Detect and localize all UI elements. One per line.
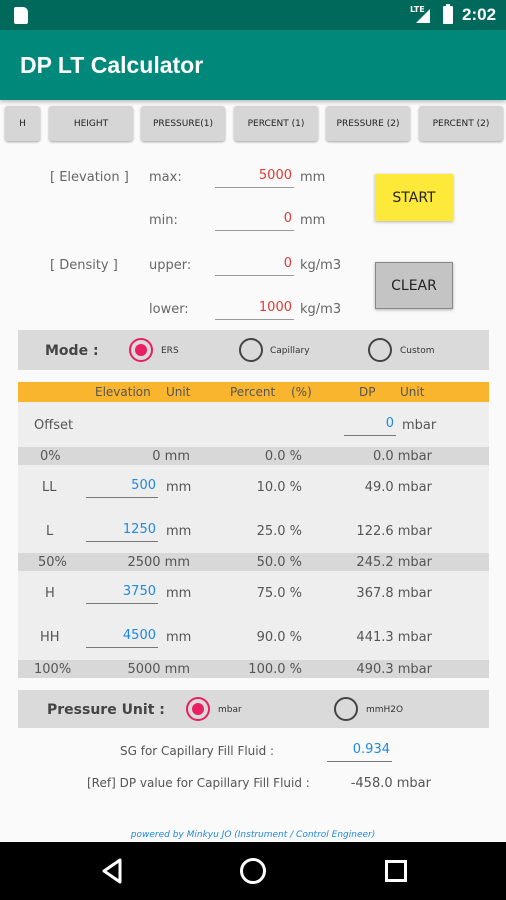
offset-unit: mbar (402, 418, 437, 433)
row-hh-percent: 90.0 % (256, 630, 302, 645)
row-50-percent: 50.0 % (256, 555, 302, 570)
ll-elevation-input[interactable]: 500 (86, 476, 158, 498)
min-elevation-input[interactable]: 0 (215, 209, 294, 231)
header-elevation: Elevation (95, 385, 151, 399)
unit-mmh2o-radio[interactable] (334, 697, 358, 721)
max-elevation-input[interactable]: 5000 (215, 166, 294, 188)
upper-unit: kg/m3 (300, 258, 342, 273)
tab-h[interactable]: H (5, 106, 40, 141)
tab-percent-1[interactable]: PERCENT (1) (234, 106, 318, 141)
network-type: LTE (410, 5, 425, 14)
back-icon[interactable] (100, 858, 124, 884)
row-100-elevation: 5000 mm (127, 662, 190, 677)
status-bar (0, 0, 506, 30)
start-button[interactable]: START (375, 174, 453, 221)
row-l-label: L (46, 524, 54, 539)
row-h-unit: mm (166, 586, 192, 601)
row-50-elevation: 2500 mm (127, 555, 190, 570)
density-section-label: [ Density ] (50, 258, 118, 273)
mode-capillary-radio[interactable] (239, 338, 263, 362)
unit-mbar-label[interactable]: mbar (218, 705, 242, 715)
mode-label: Mode : (45, 343, 99, 359)
row-l-dp: 122.6 mbar (356, 524, 432, 539)
pressure-unit-label: Pressure Unit : (47, 702, 165, 718)
upper-label: upper: (149, 258, 192, 273)
hh-elevation-input[interactable]: 4500 (86, 626, 158, 648)
row-0-elevation: 0 mm (152, 449, 190, 464)
header-unit-1: Unit (166, 385, 191, 399)
ref-dp-label: [Ref] DP value for Capillary Fill Fluid : (87, 776, 310, 790)
signal-icon (416, 9, 430, 23)
mode-capillary-label[interactable]: Capillary (270, 346, 310, 356)
row-ll-unit: mm (166, 480, 192, 495)
row-100-label: 100% (34, 662, 72, 677)
powered-by-link[interactable]: powered by Minkyu JO (Instrument / Control Engineer) (130, 830, 376, 840)
row-100-dp: 490.3 mbar (356, 662, 432, 677)
home-icon[interactable] (240, 858, 266, 884)
row-0-dp: 0.0 mbar (372, 449, 432, 464)
tab-pressure-2[interactable]: PRESSURE (2) (326, 106, 410, 141)
mode-selector (18, 330, 489, 370)
row-50-label: 50% (38, 555, 67, 570)
sg-input[interactable]: 0.934 (327, 740, 392, 762)
mode-ers-label[interactable]: ERS (161, 346, 179, 356)
app-bar (0, 30, 506, 100)
unit-mbar-radio[interactable] (186, 697, 210, 721)
mode-ers-radio[interactable] (129, 338, 153, 362)
sd-card-icon (14, 7, 28, 24)
row-hh-dp: 441.3 mbar (356, 630, 432, 645)
row-50-dp: 245.2 mbar (356, 555, 432, 570)
row-ll-dp: 49.0 mbar (364, 480, 432, 495)
elevation-section-label: [ Elevation ] (50, 170, 129, 185)
sg-label: SG for Capillary Fill Fluid : (120, 744, 275, 758)
max-unit: mm (300, 170, 326, 185)
tab-pressure-1[interactable]: PRESSURE(1) (141, 106, 225, 141)
min-label: min: (149, 213, 178, 228)
row-ll-label: LL (42, 480, 57, 495)
header-percent: Percent (230, 385, 276, 399)
h-elevation-input[interactable]: 3750 (86, 582, 158, 604)
row-hh-label: HH (40, 630, 60, 645)
clock: 2:02 (462, 5, 497, 24)
recent-apps-icon[interactable] (385, 860, 407, 882)
row-l-percent: 25.0 % (256, 524, 302, 539)
row-h-label: H (45, 586, 55, 601)
row-0-percent: 0.0 % (264, 449, 302, 464)
row-l-unit: mm (166, 524, 192, 539)
navigation-bar (0, 842, 506, 900)
row-hh-unit: mm (166, 630, 192, 645)
header-percent-unit: (%) (291, 385, 312, 399)
header-unit-2: Unit (400, 385, 425, 399)
row-0-label: 0% (40, 449, 61, 464)
unit-mmh2o-label[interactable]: mmH2O (366, 705, 404, 715)
offset-label: Offset (34, 418, 74, 433)
app-title: DP LT Calculator (20, 52, 204, 78)
header-dp: DP (359, 385, 376, 399)
lower-label: lower: (149, 302, 189, 317)
row-h-dp: 367.8 mbar (356, 586, 432, 601)
tab-height[interactable]: HEIGHT (49, 106, 133, 141)
lower-density-input[interactable]: 1000 (215, 298, 294, 320)
row-h-percent: 75.0 % (256, 586, 302, 601)
ref-dp-value: -458.0 mbar (350, 776, 431, 791)
mode-custom-label[interactable]: Custom (400, 346, 435, 356)
pressure-unit-selector (18, 690, 489, 728)
upper-density-input[interactable]: 0 (215, 254, 294, 276)
max-label: max: (149, 170, 182, 185)
row-100-percent: 100.0 % (248, 662, 302, 677)
min-unit: mm (300, 213, 326, 228)
l-elevation-input[interactable]: 1250 (86, 520, 158, 542)
offset-input[interactable]: 0 (344, 414, 396, 436)
tab-percent-2[interactable]: PERCENT (2) (419, 106, 503, 141)
mode-custom-radio[interactable] (368, 338, 392, 362)
clear-button[interactable]: CLEAR (375, 262, 453, 309)
table-header (18, 382, 489, 402)
lower-unit: kg/m3 (300, 302, 342, 317)
row-ll-percent: 10.0 % (256, 480, 302, 495)
battery-icon (443, 6, 453, 24)
